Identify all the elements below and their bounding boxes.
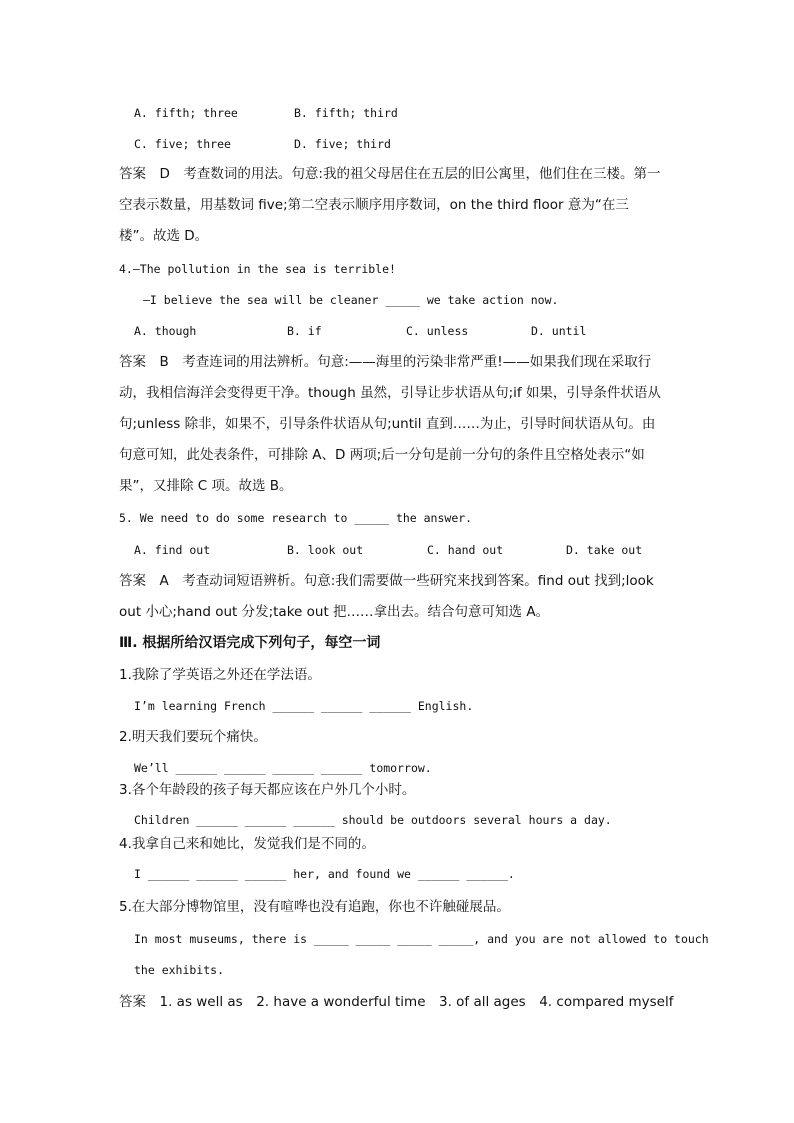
q3-option-c: C. five; three [134,137,231,151]
q5-option-c: C. hand out [427,543,504,557]
q4-question-line-1: 4.—The pollution in the sea is terrible! [119,262,396,276]
q5-answer-line-2: out 小心;hand out 分发;take out 把……拿出去。结合句意可知选 A。 [119,604,550,620]
item-5-chinese: 5.在大部分博物馆里，没有喧哗也没有追跑，你也不许触碰展品。 [119,899,510,915]
q5-answer-line-1: 答案 A 考查动词短语辨析。句意:我们需要做一些研究来找到答案。find out 找到;look [119,573,654,589]
item-4-english: I ______ ______ ______ her, and found we ______ ______. [134,867,515,881]
q4-option-c: C. unless [406,324,469,338]
q4-answer-line-4: 句意可知，此处表条件，可排除 A、D 两项;后一分句是前一分句的条件且空格处表示“如 [119,447,645,463]
q5-question-line: 5. We need to do some research to _____ the answer. [119,511,473,525]
item-5-english: In most museums, there is _____ _____ _____ _____, and you are not allowed to touch [134,932,709,946]
q3-answer-line-1: 答案 D 考查数词的用法。句意:我的祖父母居住在五层的旧公寓里，他们住在三楼。第一 [119,166,661,182]
q4-answer-line-1: 答案 B 考查连词的用法辨析。句意:——海里的污染非常严重!——如果我们现在采取行 [119,354,652,370]
item-1-chinese: 1.我除了学英语之外还在学法语。 [119,667,321,683]
q5-option-b: B. look out [287,543,364,557]
q4-answer-line-2: 动，我相信海洋会变得更干净。though 虽然，引导让步状语从句;if 如果，引导条件状语从 [119,385,661,401]
q3-answer-line-2: 空表示数量，用基数词 five;第二空表示顺序用序数词，on the third floor 意为“在三 [119,197,629,213]
q5-option-d: D. take out [566,543,643,557]
item-3-chinese: 3.各个年龄段的孩子每天都应该在户外几个小时。 [119,782,416,798]
q4-option-b: B. if [287,324,322,338]
q3-option-a: A. fifth; three [134,106,238,120]
item-3-english: Children ______ ______ ______ should be outdoors several hours a day. [134,813,612,827]
q4-option-d: D. until [531,324,587,338]
q4-question-line-2: —I believe the sea will be cleaner _____ we take action now. [143,293,559,307]
q4-answer-line-3: 句;unless 除非，如果不，引导条件状语从句;until 直到……为止，引导时间状语从句。由 [119,416,656,432]
q3-option-b: B. fifth; third [294,106,398,120]
item-2-english: We’ll ______ ______ ______ ______ tomorrow. [134,761,432,775]
item-1-english: I’m learning French ______ ______ ______ English. [134,699,474,713]
q3-option-d: D. five; third [294,137,391,151]
q5-option-a: A. find out [134,543,211,557]
q3-answer-line-3: 楼”。故选 D。 [119,228,209,244]
item-2-chinese: 2.明天我们要玩个痛快。 [119,729,267,745]
section-heading: Ⅲ. 根据所给汉语完成下列句子，每空一词 [119,635,381,651]
item-4-chinese: 4.我拿自己来和她比，发觉我们是不同的。 [119,836,375,852]
q4-answer-line-5: 果”，又排除 C 项。故选 B。 [119,478,293,494]
section-answer-line: 答案 1. as well as 2. have a wonderful time 3. of all ages 4. compared myself [119,994,674,1010]
q4-option-a: A. though [134,324,197,338]
item-5-english-continued: the exhibits. [134,963,225,977]
